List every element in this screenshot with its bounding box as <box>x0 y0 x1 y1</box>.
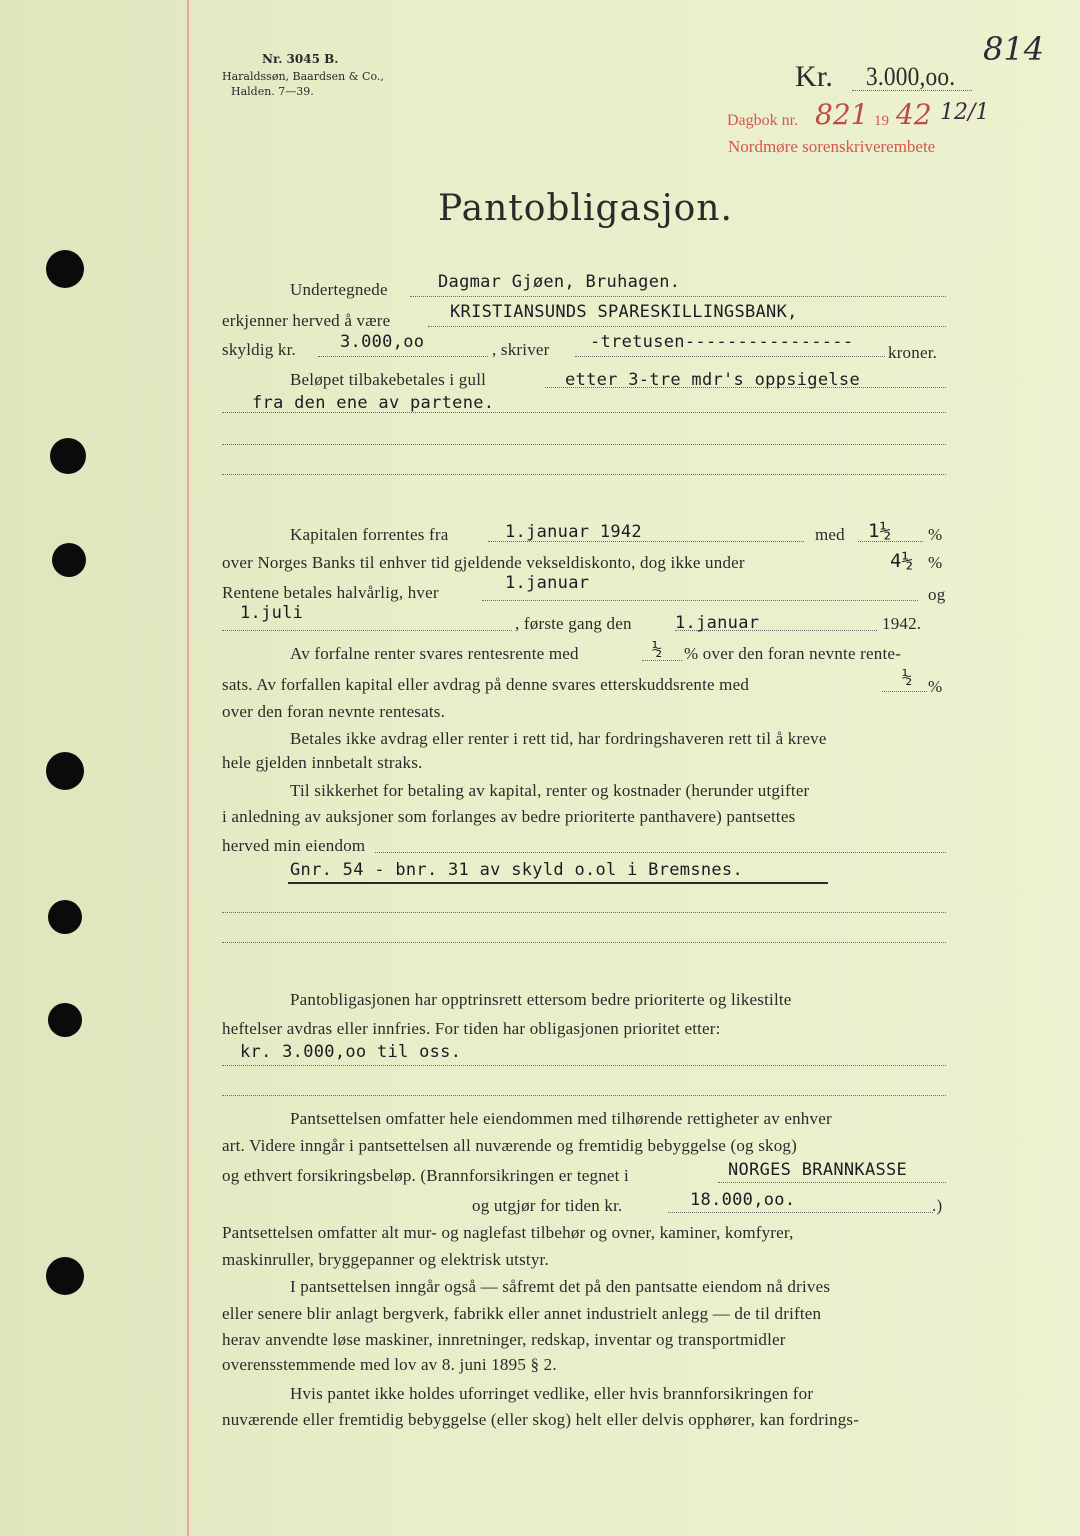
coverage-text: og ethvert forsikringsbeløp. (Brannforsikringen er tegnet i <box>222 1166 629 1185</box>
binder-hole <box>48 900 82 934</box>
default-text: Betales ikke avdrag eller renter i rett tid, har fordringshaveren rett til å kreve <box>290 729 827 748</box>
maintenance-text: Hvis pantet ikke holdes uforringet vedlike, eller hvis brannforsikringen for <box>290 1384 814 1403</box>
security-text: herved min eiendom <box>222 836 366 855</box>
form-number: Nr. 3045 B. <box>262 52 339 66</box>
industrial-text: herav anvendte løse maskiner, innretninger, redskap, inventar og transportmidler <box>222 1330 786 1349</box>
first-payment-year: 1942. <box>882 614 922 633</box>
binder-hole <box>50 438 86 474</box>
page-number: 814 <box>983 30 1045 68</box>
binder-hole <box>46 250 84 288</box>
insurer-name: NORGES BRANNKASSE <box>728 1160 908 1180</box>
binder-hole <box>48 1003 82 1037</box>
creditor-name: KRISTIANSUNDS SPARESKILLINGSBANK, <box>450 302 798 322</box>
penalty-text: sats. Av forfallen kapital eller avdrag på denne svares etterskuddsrente med <box>222 675 750 694</box>
penalty-text: % over den foran nevnte rente- <box>684 644 901 663</box>
coverage-text: .) <box>932 1196 943 1215</box>
percent-sign: % <box>928 525 943 544</box>
coverage-text: Pantsettelsen omfatter hele eiendommen med tilhørende rettigheter av enhver <box>290 1109 832 1128</box>
first-payment-label: , første gang den <box>515 614 632 633</box>
penalty-text: Av forfalne renter svares rentesrente med <box>290 644 579 663</box>
binder-hole <box>46 752 84 790</box>
year-prefix: 19 <box>874 113 889 129</box>
pay-date-1: 1.januar <box>505 573 590 593</box>
repayment-terms-cont: fra den ene av partene. <box>252 393 495 413</box>
penalty-rate-2: ½ <box>902 668 913 688</box>
interest-pay-label: Rentene betales halvårlig, hver <box>222 583 439 602</box>
industrial-text: eller senere blir anlagt bergverk, fabrikk eller annet industrielt anlegg — de til driften <box>222 1304 822 1323</box>
creditor-label: erkjenner herved å være <box>222 311 391 330</box>
margin-rule <box>187 0 189 1536</box>
priority-value: kr. 3.000,oo til oss. <box>240 1042 462 1062</box>
publisher-line: Halden. 7—39. <box>231 85 314 98</box>
property-description: Gnr. 54 - bnr. 31 av skyld o.ol i Bremsnes. <box>290 860 743 880</box>
priority-text: heftelser avdras eller innfries. For tiden har obligasjonen prioritet etter: <box>222 1019 721 1038</box>
coverage-text: Pantsettelsen omfatter alt mur- og naglefast tilbehør og ovner, kaminer, komfyrer, <box>222 1223 794 1242</box>
dagbok-label: Dagbok nr. <box>727 112 799 129</box>
dagbok-year: 42 <box>896 98 932 131</box>
og-label: og <box>928 585 946 604</box>
owed-label: skyldig kr. <box>222 340 296 359</box>
document-title: Pantobligasjon. <box>438 188 733 229</box>
undertegnede-label: Undertegnede <box>290 280 388 299</box>
percent-sign: % <box>928 553 943 572</box>
repayment-terms: etter 3-tre mdr's oppsigelse <box>565 370 860 390</box>
kr-label: Kr. <box>795 60 834 93</box>
office-stamp: Nordmøre sorenskriverembete <box>728 137 936 156</box>
min-rate: 4½ <box>890 550 914 572</box>
capital-label: Kapitalen forrentes fra <box>290 525 449 544</box>
interest-from-date: 1.januar 1942 <box>505 522 642 542</box>
coverage-text: maskinruller, bryggepanner og elektrisk utstyr. <box>222 1250 549 1269</box>
priority-text: Pantobligasjonen har opptrinsrett ettersom bedre prioriterte og likestilte <box>290 990 792 1009</box>
written-label: , skriver <box>492 340 550 359</box>
rate-over: 1½ <box>868 520 892 542</box>
repayment-label: Beløpet tilbakebetales i gull <box>290 370 487 389</box>
binder-hole <box>46 1257 84 1295</box>
header-amount: 3.000,oo. <box>866 62 956 91</box>
penalty-text: over den foran nevnte rentesats. <box>222 702 446 721</box>
written-amount: -tretusen---------------- <box>590 332 854 352</box>
first-payment-date: 1.januar <box>675 613 760 633</box>
dagbok-number: 821 <box>815 98 869 131</box>
coverage-text: art. Videre inngår i pantsettelsen all nuværende og fremtidig bebyggelse (og skog) <box>222 1136 797 1155</box>
penalty-rate-1: ½ <box>652 640 663 660</box>
security-text: i anledning av auksjoner som forlanges av bedre prioriterte panthavere) pantsettes <box>222 807 796 826</box>
industrial-text: I pantsettelsen inngår også — såfremt det på den pantsatte eiendom nå drives <box>290 1277 831 1296</box>
maintenance-text: nuværende eller fremtidig bebyggelse (eller skog) helt eller delvis opphører, kan fordrings- <box>222 1410 860 1429</box>
industrial-text: overensstemmende med lov av 8. juni 1895 § 2. <box>222 1355 557 1374</box>
med-label: med <box>815 525 845 544</box>
insured-amount: 18.000,oo. <box>690 1190 796 1210</box>
kroner-label: kroner. <box>888 343 938 362</box>
dagbok-date: 12/1 <box>940 100 990 125</box>
percent-sign: % <box>928 677 943 696</box>
default-text: hele gjelden innbetalt straks. <box>222 753 423 772</box>
pay-date-2: 1.juli <box>240 603 304 623</box>
debtor-name: Dagmar Gjøen, Bruhagen. <box>438 272 681 292</box>
interest-text: over Norges Banks til enhver tid gjeldende vekseldiskonto, dog ikke under <box>222 553 745 572</box>
owed-amount: 3.000,oo <box>340 332 425 352</box>
publisher-line: Haraldssøn, Baardsen & Co., <box>222 70 384 83</box>
coverage-text: og utgjør for tiden kr. <box>472 1196 623 1215</box>
security-text: Til sikkerhet for betaling av kapital, renter og kostnader (herunder utgifter <box>290 781 810 800</box>
binder-hole <box>52 543 86 577</box>
